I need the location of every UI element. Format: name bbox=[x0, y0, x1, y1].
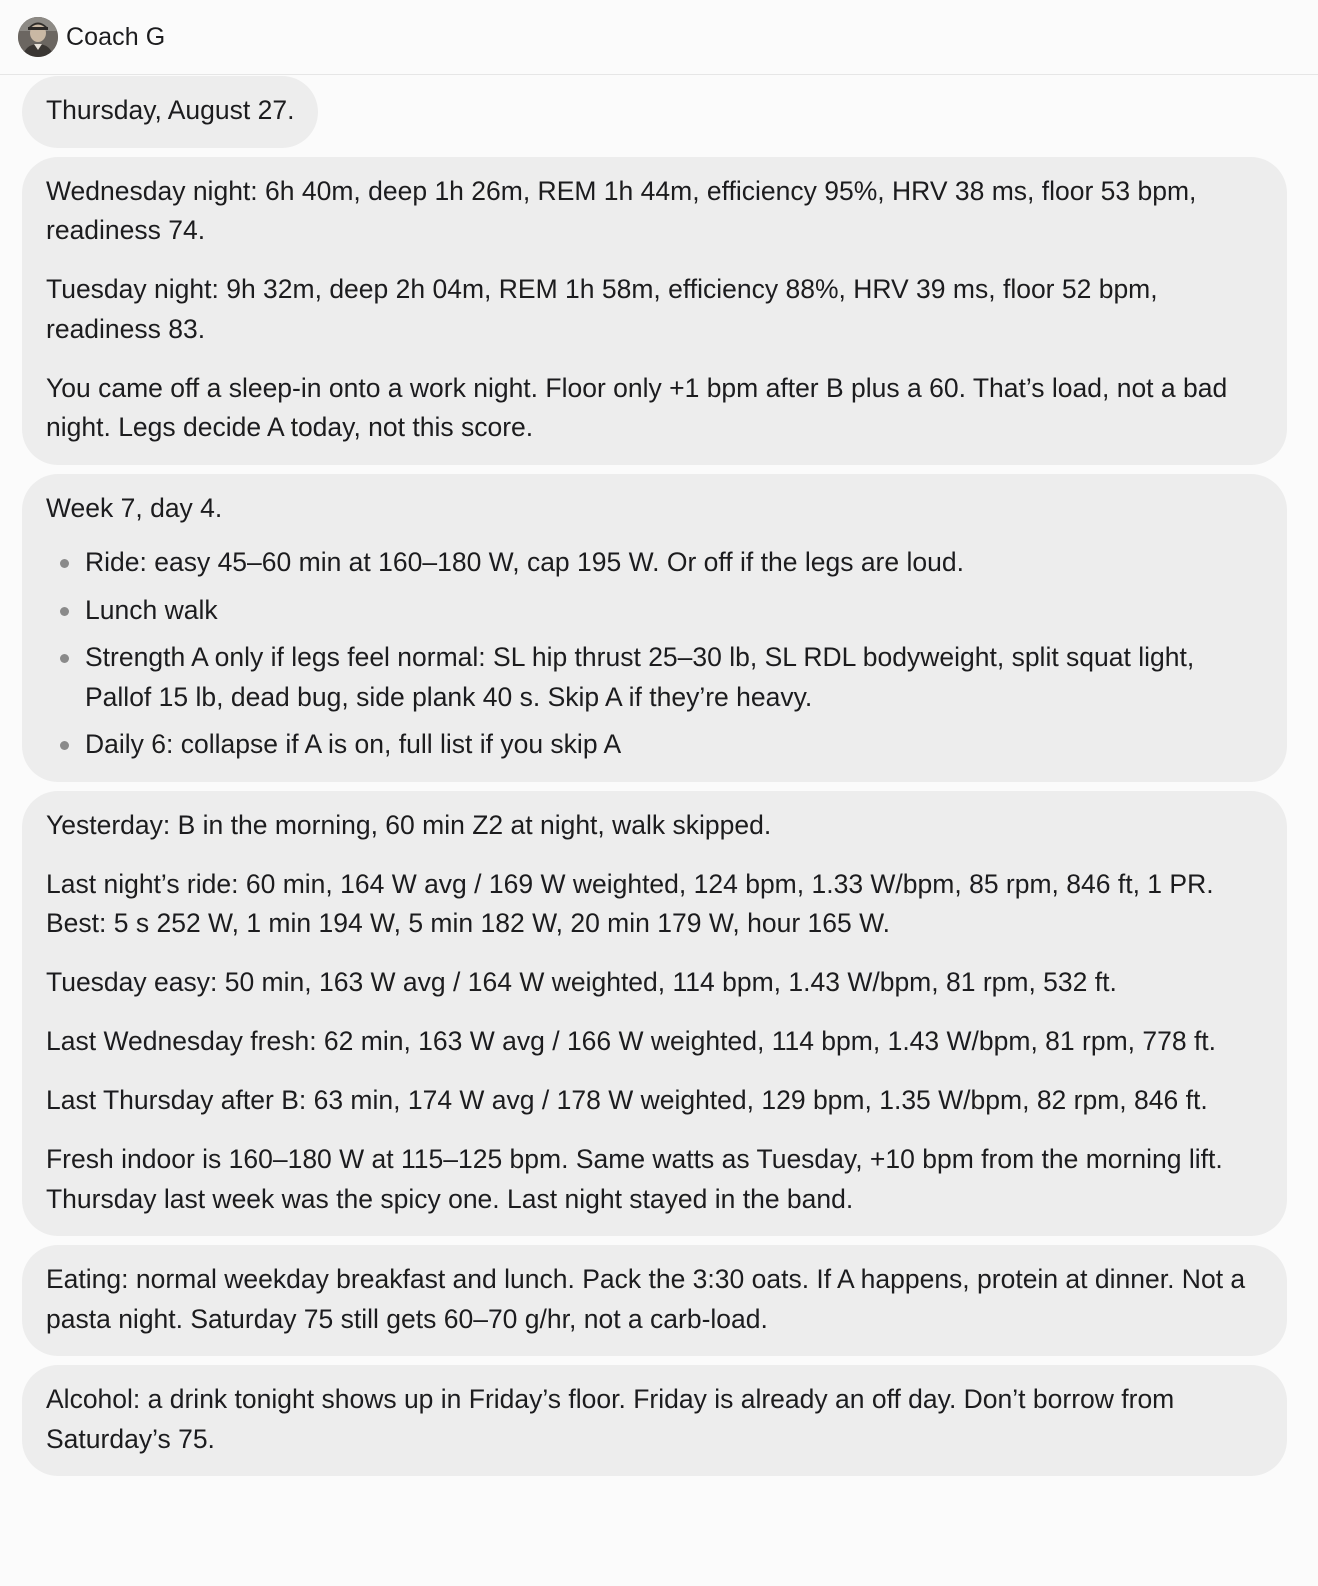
message-text: Fresh indoor is 160–180 W at 115–125 bpm. Same watts as Tuesday, +10 bpm from the morning lift. Thursday last week was the spicy one. Last night stayed in the band. bbox=[46, 1144, 1223, 1214]
message-text: Last Thursday after B: 63 min, 174 W avg / 178 W weighted, 129 bpm, 1.35 W/bpm, 82 rpm, 846 ft. bbox=[46, 1085, 1208, 1115]
message-text: Alcohol: a drink tonight shows up in Friday’s floor. Friday is already an off day. Don’t borrow from Saturday’s 75. bbox=[46, 1384, 1175, 1454]
message-text: Last night’s ride: 60 min, 164 W avg / 169 W weighted, 124 bpm, 1.33 W/bpm, 85 rpm, 846 ft, 1 PR. Best: 5 s 252 W, 1 min 194 W, 5 min 182 W, 20 min 179 W, hour 165 W. bbox=[46, 868, 1214, 938]
bullet-icon bbox=[60, 607, 69, 616]
bullet-icon bbox=[60, 559, 69, 568]
message-text: Wednesday night: 6h 40m, deep 1h 26m, REM 1h 44m, efficiency 95%, HRV 38 ms, floor 53 bpm, readiness 74. bbox=[46, 175, 1197, 245]
list-item: Daily 6: collapse if A is on, full list if you skip A bbox=[46, 725, 1263, 765]
bullet-icon bbox=[60, 654, 69, 663]
message-bubble-date bbox=[22, 76, 318, 148]
message-bubble-sleep bbox=[22, 157, 1287, 465]
contact-name[interactable]: Coach G bbox=[66, 22, 166, 51]
message-bubble-alcohol bbox=[22, 1365, 1287, 1476]
message-text: Week 7, day 4. bbox=[46, 492, 223, 523]
chat-header bbox=[0, 0, 1318, 75]
person-photo-avatar-icon bbox=[18, 17, 58, 57]
list-item: Lunch walk bbox=[46, 591, 1263, 631]
list-item: Strength A only if legs feel normal: SL hip thrust 25–30 lb, SL RDL bodyweight, split squat light, Pallof 15 lb, dead bug, side plank 40 s. Skip A if they’re heavy. bbox=[46, 638, 1263, 717]
list-item: Ride: easy 45–60 min at 160–180 W, cap 195 W. Or off if the legs are loud. bbox=[46, 543, 1263, 583]
message-text: Tuesday night: 9h 32m, deep 2h 04m, REM 1h 58m, efficiency 88%, HRV 39 ms, floor 52 bpm, readiness 83. bbox=[46, 274, 1158, 344]
message-text: You came off a sleep-in onto a work night. Floor only +1 bpm after B plus a 60. That’s load, not a bad night. Legs decide A today, not this score. bbox=[46, 372, 1228, 442]
message-bubble-eating bbox=[22, 1245, 1287, 1356]
message-text: Yesterday: B in the morning, 60 min Z2 at night, walk skipped. bbox=[46, 809, 772, 840]
message-text: Thursday, August 27. bbox=[46, 95, 295, 125]
bullet-icon bbox=[60, 741, 69, 750]
message-thread bbox=[0, 75, 1318, 1476]
message-text: Tuesday easy: 50 min, 163 W avg / 164 W weighted, 114 bpm, 1.43 W/bpm, 81 rpm, 532 ft. bbox=[46, 967, 1117, 997]
message-bubble-rides bbox=[22, 791, 1287, 1237]
message-text: Eating: normal weekday breakfast and lunch. Pack the 3:30 oats. If A happens, protein at dinner. Not a pasta night. Saturday 75 still gets 60–70 g/hr, not a carb-load. bbox=[46, 1264, 1246, 1334]
message-text: Last Wednesday fresh: 62 min, 163 W avg / 166 W weighted, 114 bpm, 1.43 W/bpm, 81 rpm, 778 ft. bbox=[46, 1026, 1217, 1056]
avatar[interactable] bbox=[18, 17, 58, 57]
message-bubble-plan bbox=[22, 474, 1287, 782]
plan-list bbox=[46, 543, 1263, 765]
